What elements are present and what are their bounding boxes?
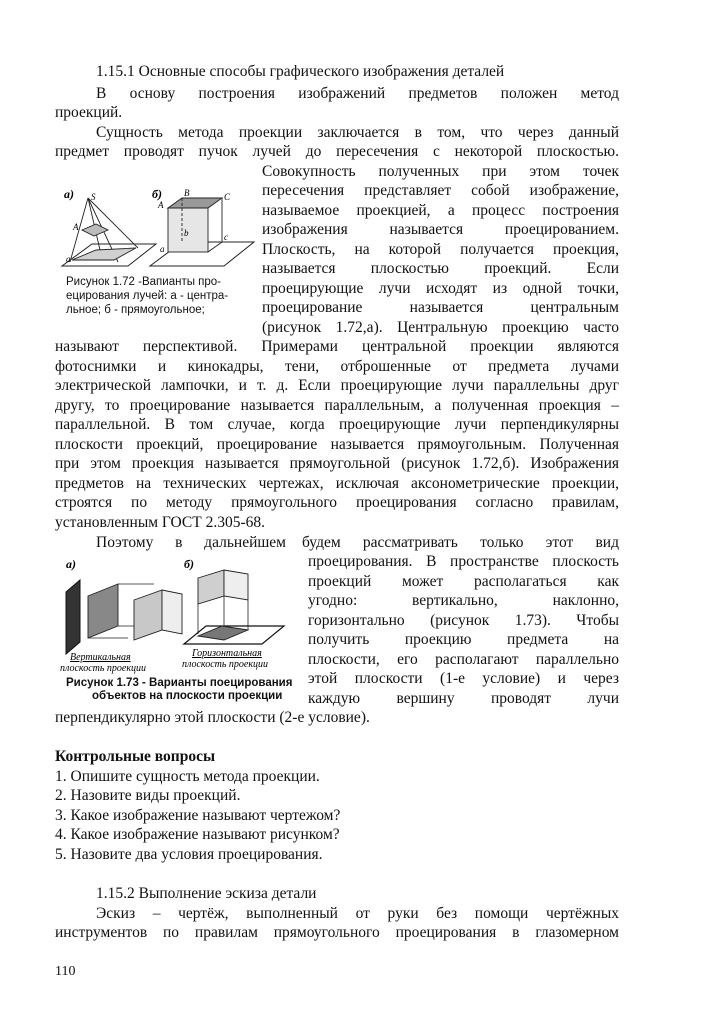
paragraph-2-wrap-line: (рисунок 1.72,а). Центральную проекцию часто — [262, 319, 619, 336]
paragraph-3-wrap-line: проецирования. В пространстве плоскость — [308, 553, 619, 570]
point-label: c — [224, 232, 228, 242]
point-label: a — [160, 244, 165, 254]
paragraph-2-wrap-line: изображения называется проецированием. — [262, 221, 619, 238]
paragraph-2-full-line: строятся по методу прямоугольного проецирования согласно правилам, — [55, 494, 619, 511]
figure-1-72-drawing — [58, 186, 256, 278]
paragraph-1-line-2: проекций. — [55, 104, 123, 121]
vertical-plane-label-1: Вертикальная — [70, 652, 131, 663]
point-label: a — [66, 254, 71, 264]
figure-1-72-panel-b: б) — [152, 187, 162, 201]
object-box-side — [224, 570, 248, 600]
paragraph-3-wrap-line: каждую вершину проводят лучи — [308, 690, 619, 707]
paragraph-2-wrap-line: Плоскость, на которой получается проекция, — [262, 241, 619, 258]
figure-1-73-panel-b: б) — [184, 557, 194, 571]
horizontal-plane-label-2: плоскость проекции — [182, 659, 269, 670]
paragraph-3-wrap-line: этой плоскости (1-е условие) и через — [308, 670, 619, 687]
point-label: B — [184, 188, 190, 198]
page-number: 110 — [55, 964, 76, 979]
paragraph-3-last-line: перпендикулярно этой плоскости (2-е условие). — [55, 709, 370, 726]
paragraph-3-wrap-line: горизонтально (рисунок 1.73). Чтобы — [308, 612, 619, 629]
paragraph-3-wrap-line: плоскости, его располагают параллельно — [308, 651, 619, 668]
point-label: A — [73, 222, 79, 232]
questions-heading: Контрольные вопросы — [55, 748, 216, 765]
figure-1-72-caption-line-2: ецирования лучей: а - центра- — [66, 290, 229, 302]
figure-1-73-caption-line-1: Рисунок 1.73 - Варианты поецирования — [66, 677, 293, 689]
point-label: b — [184, 228, 189, 238]
figure-1-73-drawing — [58, 556, 300, 680]
question-item: 4. Какое изображение называют рисунком? — [55, 826, 340, 843]
question-item: 5. Назовите два условия проецирования. — [55, 846, 323, 863]
paragraph-2-full-line: называют перспективой. Примерами центральной проекции являются — [55, 338, 619, 355]
question-item: 2. Назовите виды проекций. — [55, 787, 241, 804]
figure-1-72-panel-a: а) — [64, 187, 74, 201]
figure-1-72-caption-line-3: льное; б - прямоугольное; — [66, 304, 205, 316]
paragraph-1-line-1: В основу построения изображений предметов положен метод — [96, 85, 619, 102]
object-box — [134, 590, 162, 640]
section-2-line-2: инструментов по правилам прямоугольного проецирования в глазомерном — [55, 924, 619, 941]
paragraph-2-wrap-line: Совокупность полученных при этом точек — [262, 163, 619, 180]
paragraph-3-wrap-line: проекций может располагаться как — [308, 573, 619, 590]
paragraph-2-full-line: плоскости проекций, проецирование называется прямоугольным. Полученная — [55, 436, 619, 453]
section-heading: 1.15.1 Основные способы графического изображения деталей — [96, 63, 505, 80]
figure-1-73-caption-line-2: объектов на плоскости проекции — [92, 690, 283, 702]
vertical-plane — [66, 580, 80, 654]
vertical-plane-label-2: плоскость проекции — [60, 663, 147, 674]
object-box — [198, 570, 224, 604]
projection-shape — [72, 248, 136, 260]
projection-shape — [88, 584, 118, 638]
paragraph-3-first-left: Поэтому в дальнейшем — [96, 534, 286, 551]
figure-1-72-caption-line-1: Рисунок 1.72 -Вапианты про- — [66, 276, 222, 288]
paragraph-2-wrap-line: называется плоскостью проекций. Если — [262, 260, 619, 277]
paragraph-2-full-line: фотоснимки и кинокадры, тени, отброшенные от предмета лучами — [55, 358, 619, 375]
section-2-line-1: Эскиз – чертёж, выполненный от руки без помощи чертёжных — [96, 905, 619, 922]
paragraph-2-full-line: при этом проекция называется прямоугольной (рисунок 1.72,б). Изображения — [55, 455, 619, 472]
point-label: C — [224, 192, 231, 202]
paragraph-2-last-line: установленным ГОСТ 2.305-68. — [55, 514, 265, 531]
paragraph-2-wrap-line: называемое проекцией, а процесс построения — [262, 202, 619, 219]
paragraph-2-line-2: предмет проводят пучок лучей до пересечения с некоторой плоскостью. — [55, 143, 619, 160]
horizontal-plane-label-1: Горизонтальная — [192, 648, 262, 659]
paragraph-2-full-line: другу, то проецирование называется параллельным, а полученная проекция – — [55, 397, 619, 414]
figure-1-73-panel-a: а) — [66, 557, 76, 571]
point-label: A — [158, 200, 164, 210]
paragraph-2-full-line: предметов на технических чертежах, исключая аксонометрические проекции, — [55, 475, 619, 492]
point-label: S — [91, 192, 96, 202]
projection-shape — [198, 626, 248, 640]
question-item: 1. Опишите сущность метода проекции. — [55, 768, 320, 785]
paragraph-3-first-right: будем рассматривать только этот вид — [302, 534, 619, 551]
paragraph-2-wrap-line: проецирующие лучи исходят из одной точки, — [262, 280, 619, 297]
paragraph-2-full-line: электрической лампочки, и т. д. Если проецирующие лучи параллельны друг — [55, 377, 619, 394]
question-item: 3. Какое изображение называют чертежом? — [55, 807, 341, 824]
projecting-box — [168, 198, 222, 252]
paragraph-2-full-line: параллельной. В том случае, когда проецирующие лучи перпендикулярны — [55, 416, 619, 433]
paragraph-2-line-1: Сущность метода проекции заключается в том, что через данный — [96, 124, 619, 141]
paragraph-3-wrap-line: получить проекцию предмета на — [308, 631, 619, 648]
paragraph-2-wrap-line: пересечения представляет собой изображение, — [262, 182, 619, 199]
paragraph-3-wrap-line: угодно: вертикально, наклонно, — [308, 592, 619, 609]
object-triangle — [82, 224, 108, 236]
paragraph-2-wrap-line: проецирование называется центральным — [262, 299, 619, 316]
section-2-heading: 1.15.2 Выполнение эскиза детали — [96, 885, 317, 902]
object-box-side — [162, 590, 182, 634]
